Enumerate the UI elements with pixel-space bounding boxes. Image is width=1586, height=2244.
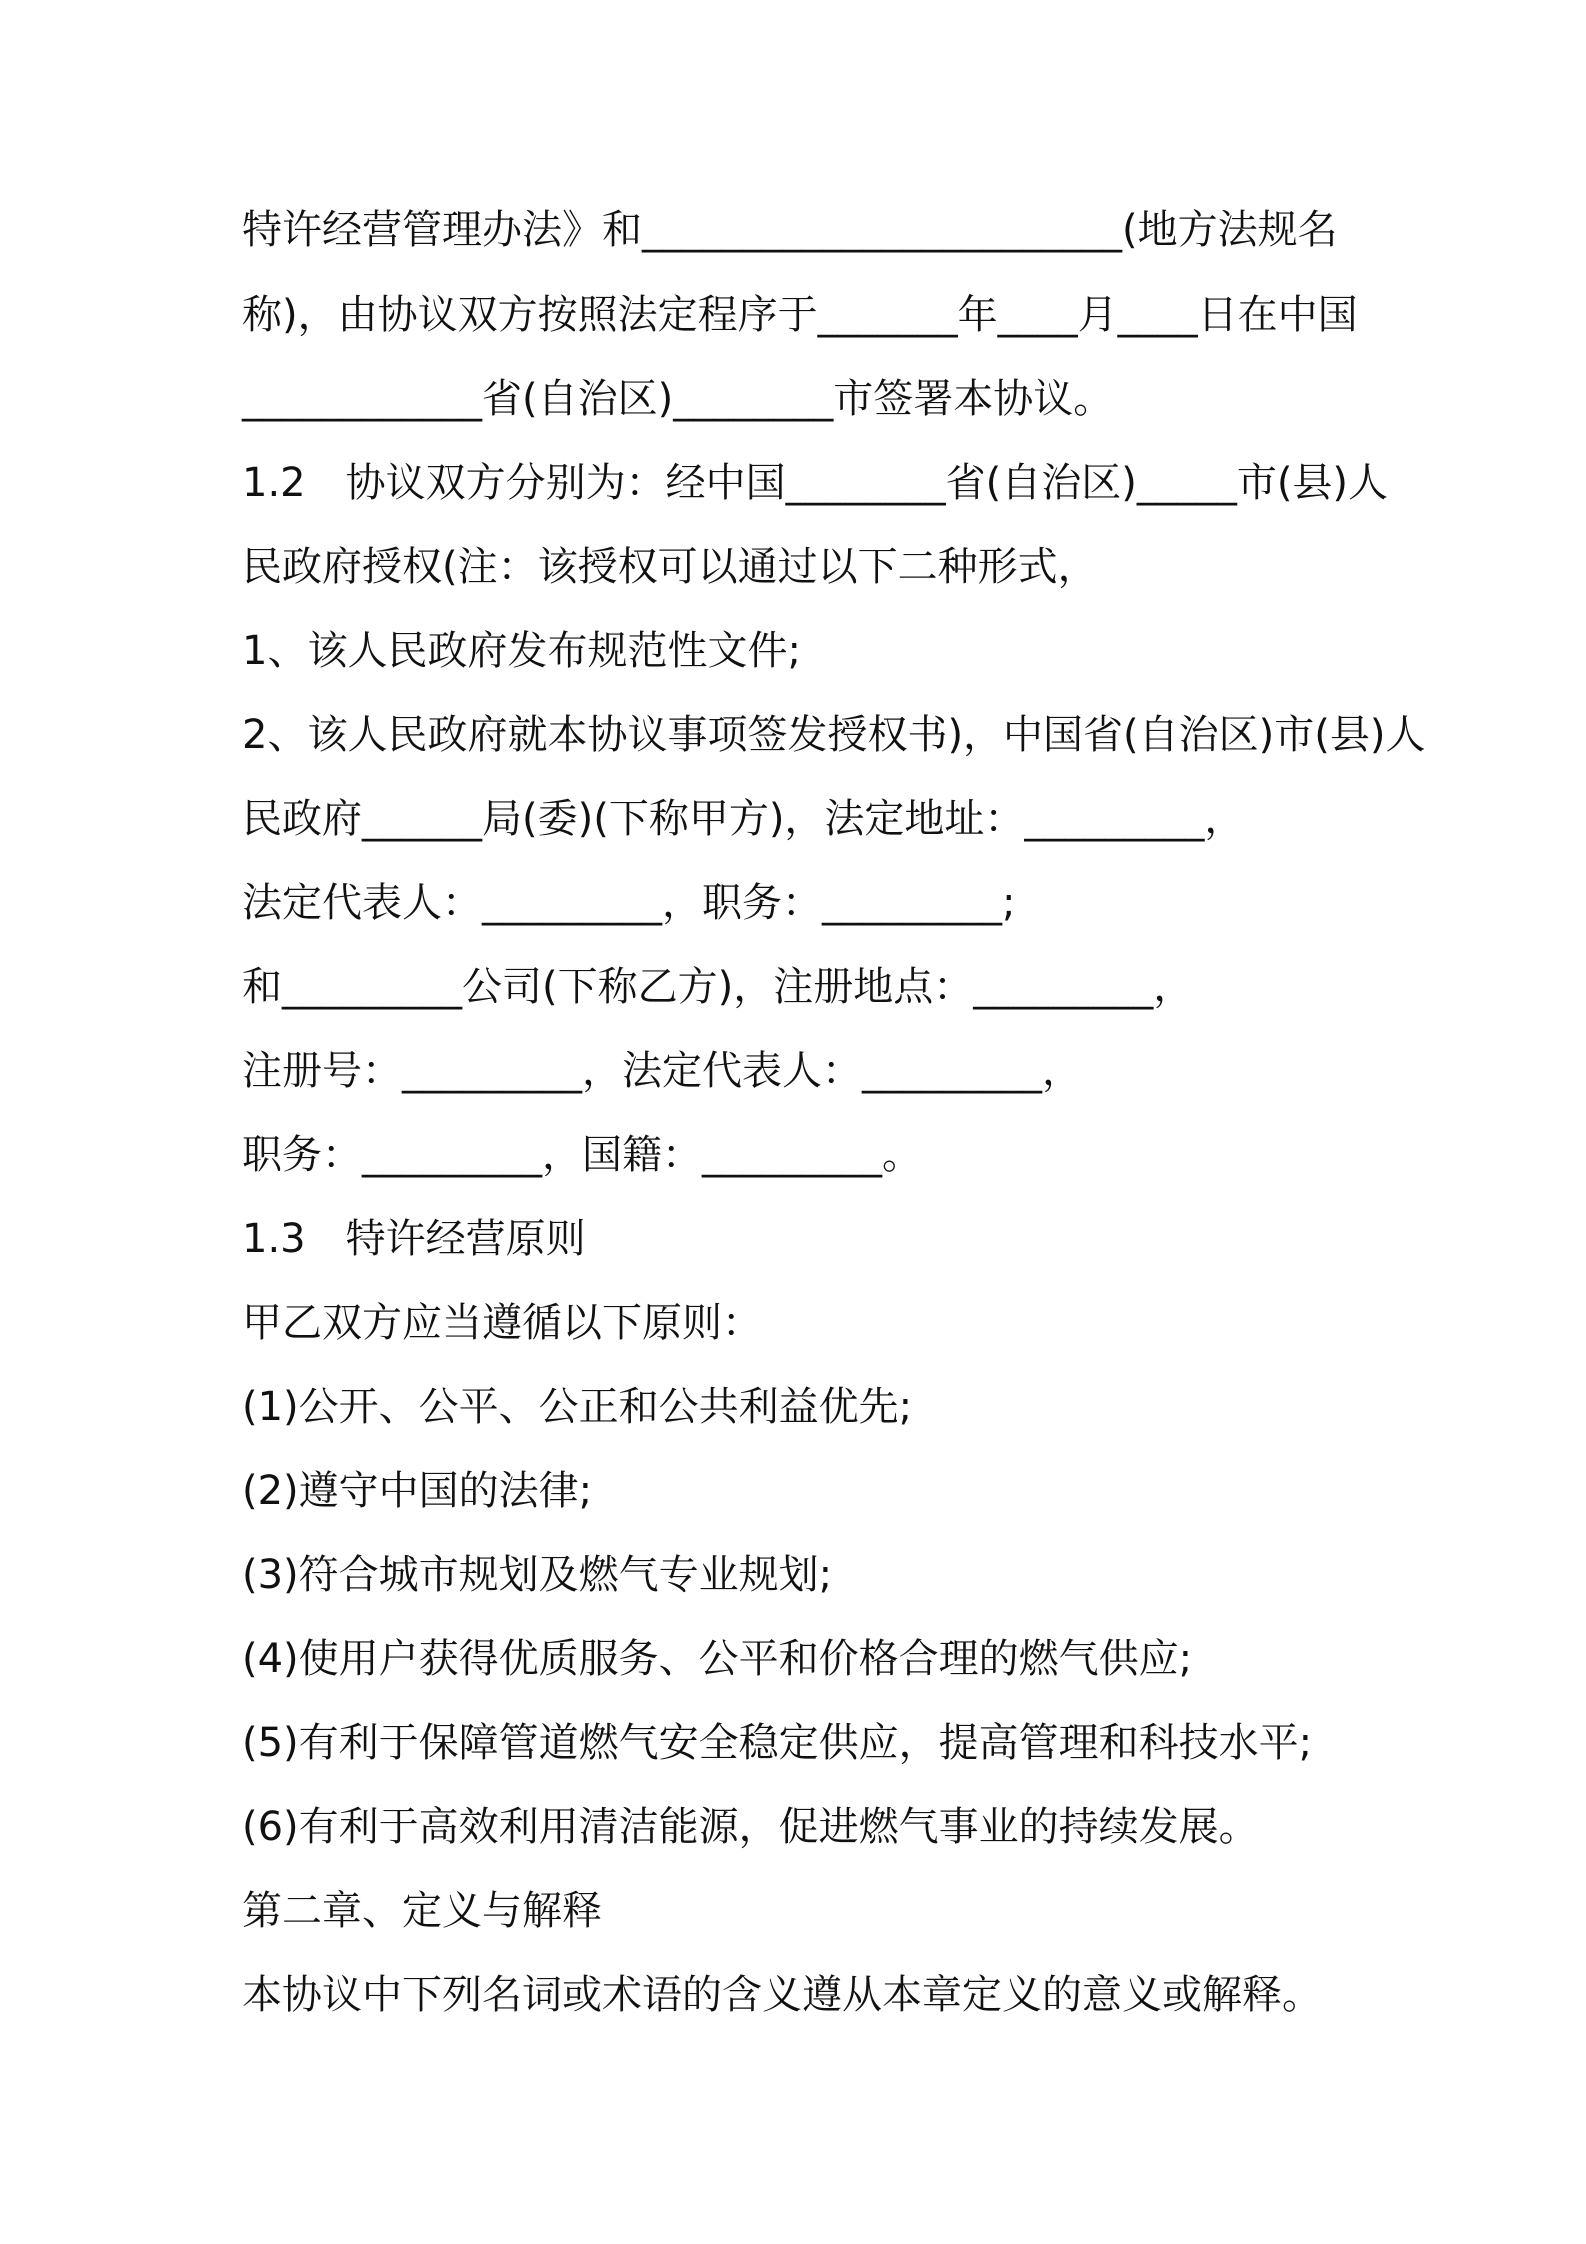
list-item-1: 1、该人民政府发布规范性文件;	[242, 628, 801, 674]
principle-item-1: (1)公开、公平、公正和公共利益优先;	[242, 1384, 913, 1430]
text-line-12: 职务：_________，国籍：_________。	[242, 1132, 922, 1178]
section-1-3-heading: 1.3 特许经营原则	[242, 1216, 586, 1262]
principle-item-3: (3)符合城市规划及燃气专业规划;	[242, 1552, 833, 1598]
text-line-8: 民政府______局(委)(下称甲方)，法定地址：_________，	[242, 796, 1245, 842]
principle-item-6: (6)有利于高效利用清洁能源，促进燃气事业的持续发展。	[242, 1804, 1259, 1850]
text-line-1: 特许经营管理办法》和________________________(地方法规名	[242, 207, 1338, 253]
text-line-5: 民政府授权(注：该授权可以通过以下二种形式，	[242, 544, 1098, 590]
text-line-3: ____________省(自治区)________市签署本协议。	[242, 376, 1114, 422]
principle-item-4: (4)使用户获得优质服务、公平和价格合理的燃气供应;	[242, 1636, 1193, 1682]
text-line-10: 和_________公司(下称乙方)，注册地点：_________，	[242, 964, 1194, 1010]
principle-item-5: (5)有利于保障管道燃气安全稳定供应，提高管理和科技水平;	[242, 1720, 1313, 1766]
list-item-2: 2、该人民政府就本协议事项签发授权书)，中国省(自治区)市(县)人	[242, 712, 1426, 758]
text-line-14: 甲乙双方应当遵循以下原则：	[242, 1300, 762, 1346]
chapter-2-heading: 第二章、定义与解释	[242, 1888, 602, 1934]
section-1-2-line: 1.2 协议双方分别为：经中国________省(自治区)_____市(县)人	[242, 460, 1389, 506]
text-line-11: 注册号：_________，法定代表人：_________，	[242, 1048, 1082, 1094]
text-line-22: 本协议中下列名词或术语的含义遵从本章定义的意义或解释。	[242, 1972, 1322, 2018]
text-line-2: 称)，由协议双方按照法定程序于_______年____月____日在中国	[242, 292, 1358, 338]
principle-item-2: (2)遵守中国的法律;	[242, 1468, 593, 1514]
text-line-9: 法定代表人：_________，职务：_________;	[242, 880, 1016, 926]
